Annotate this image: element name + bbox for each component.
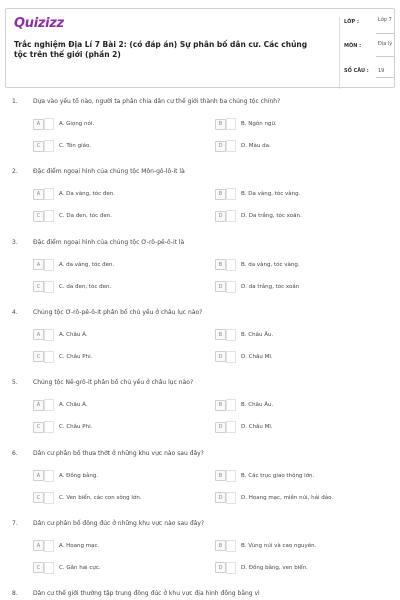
- option-checkbox[interactable]: [226, 188, 236, 200]
- subject-value: Địa lý: [378, 41, 393, 47]
- option-letter-box: C: [33, 492, 44, 503]
- answer-option-b[interactable]: [215, 540, 316, 552]
- option-text: B. Da vàng, tóc vàng.: [241, 191, 301, 198]
- answer-option-d[interactable]: [215, 281, 299, 293]
- option-text: B. Châu Âu.: [241, 331, 274, 338]
- option-text: C. da đen, tóc đen.: [59, 283, 112, 290]
- answer-option-c[interactable]: [33, 140, 91, 152]
- option-checkbox[interactable]: [226, 540, 236, 552]
- answer-option-b[interactable]: [215, 118, 277, 130]
- option-checkbox[interactable]: [44, 329, 54, 341]
- answer-option-a[interactable]: [33, 399, 88, 411]
- question-number: 4.: [12, 308, 18, 316]
- option-checkbox[interactable]: [44, 470, 54, 482]
- option-letter-box: D: [215, 211, 226, 222]
- option-checkbox[interactable]: [226, 118, 236, 130]
- option-checkbox[interactable]: [226, 351, 236, 363]
- option-letter-box: C: [33, 562, 44, 573]
- option-checkbox[interactable]: [226, 259, 236, 271]
- option-checkbox[interactable]: [226, 492, 236, 504]
- option-checkbox[interactable]: [44, 259, 54, 271]
- option-letter-box: A: [33, 259, 44, 270]
- question-number: 8.: [12, 590, 18, 598]
- option-letter-box: C: [33, 422, 44, 433]
- option-letter-box: D: [215, 141, 226, 152]
- answer-option-d[interactable]: [215, 562, 308, 574]
- option-checkbox[interactable]: [226, 399, 236, 411]
- option-letter-box: A: [33, 329, 44, 340]
- option-checkbox[interactable]: [44, 118, 54, 130]
- option-letter-box: B: [215, 259, 226, 270]
- class-label: LỚP :: [344, 19, 359, 25]
- question-number: 5.: [12, 379, 18, 387]
- option-text: D. Châu Mĩ.: [241, 353, 273, 360]
- option-letter-box: D: [215, 422, 226, 433]
- question-number: 2.: [12, 168, 18, 176]
- option-checkbox[interactable]: [226, 210, 236, 222]
- answer-option-c[interactable]: [33, 421, 92, 433]
- option-letter-box: B: [215, 400, 226, 411]
- answer-option-c[interactable]: [33, 562, 101, 574]
- option-letter-box: A: [33, 470, 44, 481]
- option-letter-box: B: [215, 189, 226, 200]
- answer-option-c[interactable]: [33, 492, 142, 504]
- answer-option-d[interactable]: [215, 140, 271, 152]
- option-letter-box: C: [33, 141, 44, 152]
- option-checkbox[interactable]: [44, 188, 54, 200]
- answer-option-d[interactable]: [215, 351, 273, 363]
- question-number: 6.: [12, 449, 18, 457]
- subject-label: MÔN :: [344, 43, 362, 49]
- option-text: A. Châu Á.: [59, 402, 88, 409]
- option-text: D. Châu Mĩ.: [241, 424, 273, 431]
- question-number: 3.: [12, 238, 18, 246]
- option-text: B. Các trục giao thông lớn.: [241, 472, 315, 479]
- option-text: C. Da đen, tóc đen.: [59, 213, 112, 220]
- quizizz-logo: Quizizz: [14, 16, 64, 31]
- class-underline: [376, 33, 394, 34]
- option-letter-box: B: [215, 119, 226, 130]
- option-text: B. Châu Âu.: [241, 402, 274, 409]
- question-text: Đặc điểm ngoại hình của chủng tộc Môn-gô-lô-it là: [33, 168, 185, 176]
- question-text: Chủng tộc Ơ-rô-pê-ô-it phân bố chủ yếu ở châu lục nào?: [33, 308, 203, 316]
- option-text: A. Châu Á.: [59, 331, 88, 338]
- option-text: D. Hoang mạc, miền núi, hải đảo.: [241, 494, 334, 501]
- option-checkbox[interactable]: [44, 421, 54, 433]
- option-checkbox[interactable]: [44, 210, 54, 222]
- answer-option-d[interactable]: [215, 421, 273, 433]
- option-checkbox[interactable]: [44, 140, 54, 152]
- question-number: 7.: [12, 519, 18, 527]
- option-checkbox[interactable]: [44, 540, 54, 552]
- option-letter-box: A: [33, 119, 44, 130]
- option-checkbox[interactable]: [44, 562, 54, 574]
- answer-option-c[interactable]: [33, 351, 92, 363]
- class-value: Lớp 7: [378, 17, 392, 23]
- option-checkbox[interactable]: [226, 421, 236, 433]
- question-number: 1.: [12, 98, 18, 105]
- question-text: Dân cư phân bố đông đúc ở những khu vực nào sau đây?: [33, 519, 205, 527]
- option-text: D. Da trắng, tóc xoăn.: [241, 213, 302, 220]
- option-text: B. da vàng, tóc vàng.: [241, 261, 300, 268]
- option-text: D. Màu da.: [241, 143, 271, 149]
- option-letter-box: A: [33, 189, 44, 200]
- option-text: C. Gần hai cực.: [59, 564, 101, 571]
- option-text: C. Châu Phi.: [59, 424, 93, 431]
- answer-option-d[interactable]: [215, 492, 333, 504]
- option-text: A. Da vàng, tóc đen.: [59, 191, 116, 198]
- option-text: D. Đồng bằng, ven biển.: [241, 564, 308, 571]
- option-checkbox[interactable]: [44, 399, 54, 411]
- option-text: A. Giọng nói.: [59, 121, 95, 127]
- option-text: C. Châu Phi.: [59, 353, 93, 360]
- question-text: Chủng tộc Nê-grô-it phân bố chủ yếu ở châu lục nào?: [33, 379, 194, 387]
- answer-option-b[interactable]: [215, 399, 273, 411]
- answer-option-b[interactable]: [215, 329, 273, 341]
- answer-option-b[interactable]: [215, 188, 300, 200]
- answer-option-a[interactable]: [33, 259, 114, 271]
- option-checkbox[interactable]: [44, 492, 54, 504]
- option-letter-box: C: [33, 281, 44, 292]
- option-checkbox[interactable]: [226, 470, 236, 482]
- option-letter-box: B: [215, 470, 226, 481]
- question-text: Đặc điểm ngoại hình của chủng tộc Ơ-rô-pê-ô-it là: [33, 238, 185, 246]
- count-label: SỐ CÂU :: [344, 68, 369, 74]
- question-text: Dựa vào yếu tố nào, người ta phân chia dân cư thế giới thành ba chủng tộc chính?: [33, 98, 281, 105]
- question-text: Dân cư thế giới thường tập trung đông đúc ở khu vực địa hình đồng bằng vì: [33, 590, 260, 598]
- option-letter-box: D: [215, 281, 226, 292]
- question-text: Dân cư phân bố thưa thớt ở những khu vực nào sau đây?: [33, 449, 204, 457]
- option-letter-box: D: [215, 562, 226, 573]
- option-checkbox[interactable]: [226, 140, 236, 152]
- answer-option-a[interactable]: [33, 540, 99, 552]
- option-text: C. Ven biển, các con sông lớn.: [59, 494, 142, 501]
- answer-option-b[interactable]: [215, 259, 300, 271]
- answer-option-a[interactable]: [33, 118, 94, 130]
- option-letter-box: C: [33, 211, 44, 222]
- option-letter-box: A: [33, 540, 44, 551]
- answer-option-b[interactable]: [215, 470, 314, 482]
- option-letter-box: A: [33, 400, 44, 411]
- option-letter-box: C: [33, 351, 44, 362]
- option-letter-box: D: [215, 492, 226, 503]
- option-letter-box: D: [215, 351, 226, 362]
- option-text: B. Ngôn ngữ.: [241, 121, 277, 127]
- answer-option-d[interactable]: [215, 210, 302, 222]
- count-value: 19: [378, 68, 385, 74]
- answer-option-a[interactable]: [33, 188, 115, 200]
- option-text: A. da vàng, tóc đen.: [59, 261, 115, 268]
- option-checkbox[interactable]: [226, 281, 236, 293]
- option-text: D. da trắng, tóc xoăn: [241, 283, 300, 290]
- worksheet-header: [5, 8, 395, 88]
- answer-option-a[interactable]: [33, 329, 88, 341]
- worksheet-title: Trắc nghiệm Địa Lí 7 Bài 2: (có đáp án) Sự phân bố dân cư. Các chủng tộc trên thế giới (phần 2): [14, 40, 308, 59]
- option-checkbox[interactable]: [226, 329, 236, 341]
- option-text: C. Tôn giáo.: [59, 143, 91, 149]
- answer-option-a[interactable]: [33, 470, 98, 482]
- option-text: A. Hoang mạc.: [59, 542, 100, 549]
- header-divider: [339, 17, 340, 89]
- count-underline: [376, 77, 394, 78]
- answer-option-c[interactable]: [33, 281, 111, 293]
- option-text: A. Đồng bằng.: [59, 472, 99, 479]
- answer-option-c[interactable]: [33, 210, 112, 222]
- option-letter-box: B: [215, 329, 226, 340]
- subject-underline: [376, 56, 394, 57]
- option-checkbox[interactable]: [226, 562, 236, 574]
- option-checkbox[interactable]: [44, 351, 54, 363]
- option-checkbox[interactable]: [44, 281, 54, 293]
- option-text: B. Vùng núi và cao nguyên.: [241, 542, 317, 549]
- option-letter-box: B: [215, 540, 226, 551]
